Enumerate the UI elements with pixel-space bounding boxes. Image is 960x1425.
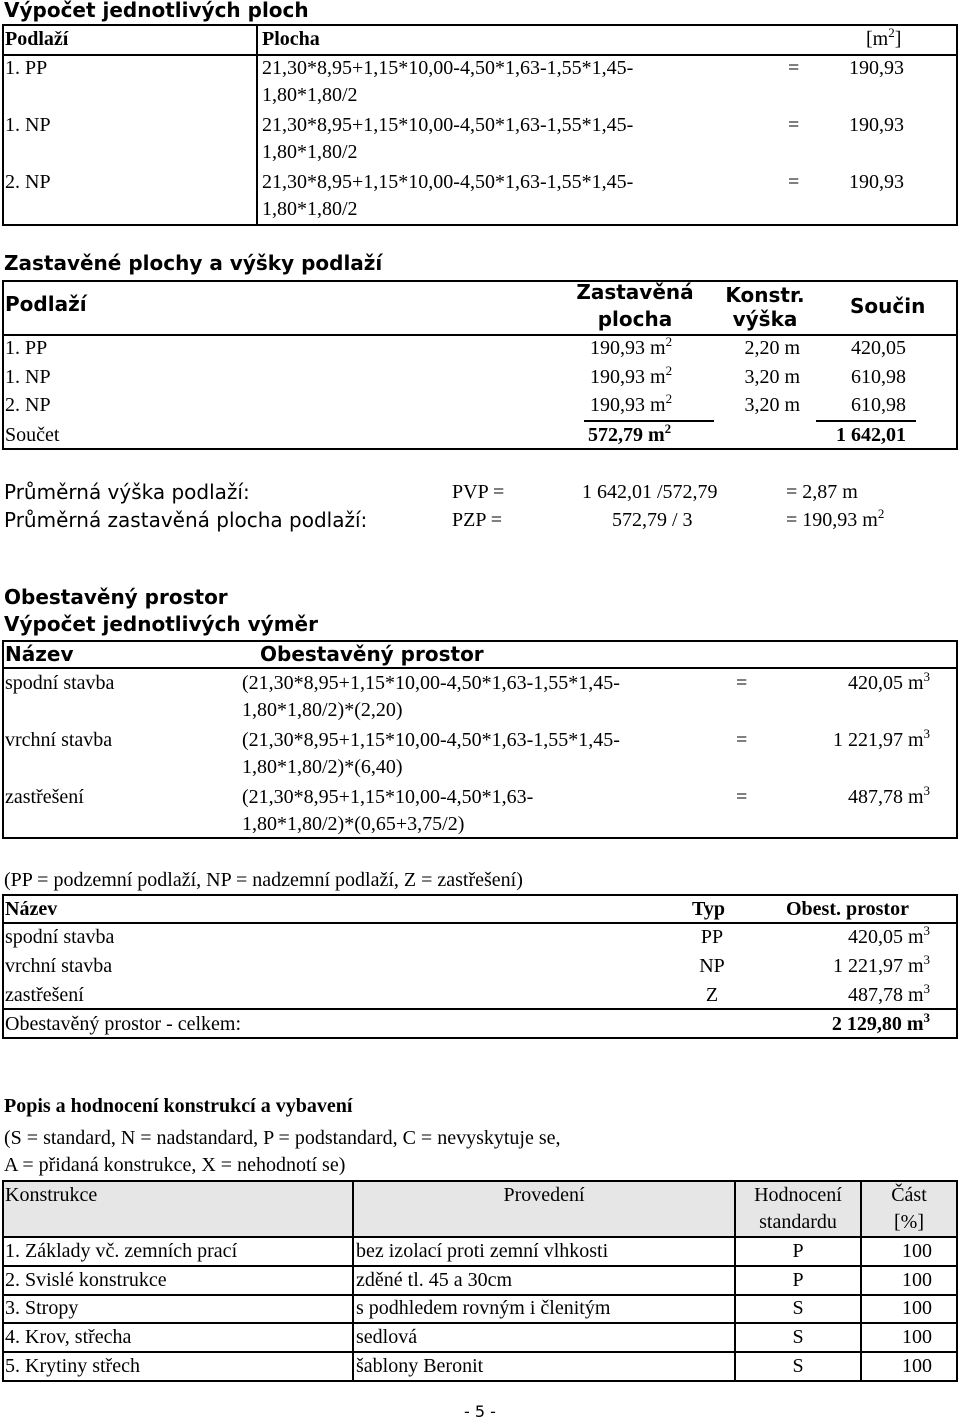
section-title-built-areas: Zastavěné plochy a výšky podlaží	[4, 251, 383, 275]
column-header-construction: Konstrukce	[5, 1184, 98, 1206]
column-header-rating: standardu	[759, 1211, 837, 1233]
divider	[2, 1351, 958, 1353]
column-header-volume: Obest. prostor	[786, 898, 909, 920]
divider	[2, 280, 958, 282]
column-header-area: Plocha	[262, 28, 320, 50]
row-formula: 1,80*1,80/2)*(6,40)	[242, 756, 403, 778]
row-floor: 1. NP	[5, 366, 51, 388]
divider	[2, 24, 958, 26]
row-value: 190,93	[849, 57, 904, 79]
row-value: 487,78 $m^3$	[847, 783, 930, 808]
row-design: bez izolací proti zemní vlhkosti	[356, 1240, 609, 1262]
divider	[2, 1265, 958, 1267]
row-floor: 1. NP	[5, 114, 51, 136]
row-rating: P	[792, 1269, 804, 1291]
column-header-rating: Hodnocení	[754, 1184, 842, 1206]
row-formula: 21,30*8,95+1,15*10,00-4,50*1,63-1,55*1,45-	[262, 114, 634, 136]
row-formula: (21,30*8,95+1,15*10,00-4,50*1,63-1,55*1,45-	[242, 672, 620, 694]
column-header-part: [%]	[894, 1211, 924, 1233]
row-name: zastřešení	[5, 984, 84, 1006]
row-formula: 1,80*1,80/2	[262, 198, 358, 220]
equals-sign: =	[736, 786, 748, 808]
column-header-part: Část	[891, 1184, 927, 1206]
divider	[2, 448, 958, 450]
table-border	[2, 280, 4, 448]
equals-sign: =	[788, 114, 800, 136]
row-value: 420,05 $m^3$	[847, 923, 930, 948]
row-part: 100	[902, 1326, 932, 1348]
row-height: 3,20 m	[744, 394, 800, 416]
row-value: 190,93	[849, 114, 904, 136]
row-part: 100	[902, 1297, 932, 1319]
legend-note: (PP = podzemní podlaží, NP = nadzemní podlaží, Z = zastřešení)	[4, 869, 523, 891]
row-construction: 4. Krov, střecha	[5, 1326, 132, 1348]
column-header-built-area: plocha	[597, 307, 673, 331]
divider	[2, 1008, 958, 1010]
row-floor: 2. NP	[5, 171, 51, 193]
divider	[2, 894, 958, 896]
row-part: 100	[902, 1269, 932, 1291]
equals-sign: =	[788, 171, 800, 193]
avg-height-expr: 1 642,01 /572,79	[582, 481, 718, 503]
sum-label: Součet	[5, 424, 60, 446]
row-construction: 3. Stropy	[5, 1297, 79, 1319]
column-header-design: Provedení	[503, 1184, 585, 1206]
column-header-floor: Podlaží	[5, 28, 69, 50]
column-header-floor: Podlaží	[5, 292, 87, 316]
row-formula: 21,30*8,95+1,15*10,00-4,50*1,63-1,55*1,45-	[262, 171, 634, 193]
divider	[2, 1380, 958, 1382]
table-border	[956, 640, 958, 837]
avg-area-expr: 572,79 / 3	[612, 509, 693, 531]
sum-product: 1 642,01	[836, 424, 906, 446]
row-formula: 1,80*1,80/2	[262, 84, 358, 106]
column-header-name: Název	[5, 898, 58, 920]
row-value: 1 221,97 $m^3$	[832, 726, 930, 751]
row-construction: 1. Základy vč. zemních prací	[5, 1240, 238, 1262]
equals-sign: =	[788, 57, 800, 79]
row-rating: S	[792, 1355, 804, 1377]
section-title-volume: Obestavěný prostor	[4, 585, 228, 609]
row-formula: 1,80*1,80/2)*(2,20)	[242, 699, 403, 721]
table-border	[2, 24, 4, 224]
row-design: s podhledem rovným i členitým	[356, 1297, 611, 1319]
row-formula: 1,80*1,80/2	[262, 141, 358, 163]
table-border	[2, 640, 4, 837]
row-name: spodní stavba	[5, 926, 115, 948]
total-label: Obestavěný prostor - celkem:	[5, 1013, 242, 1035]
sum-underline	[584, 420, 714, 422]
row-area: 190,93 $m^2$	[590, 363, 673, 388]
row-part: 100	[902, 1355, 932, 1377]
column-header-height: Konstr.	[725, 283, 805, 307]
row-area: 190,93 $m^2$	[590, 334, 673, 359]
row-design: šablony Beronit	[356, 1355, 484, 1377]
column-header-built-area: Zastavěná	[576, 280, 694, 304]
divider	[2, 837, 958, 839]
row-floor: 2. NP	[5, 394, 51, 416]
row-product: 420,05	[851, 337, 906, 359]
row-value: 487,78 $m^3$	[847, 981, 930, 1006]
table-border	[2, 894, 4, 1037]
divider	[2, 922, 958, 924]
section-title-constructions: Popis a hodnocení konstrukcí a vybavení	[4, 1095, 353, 1117]
legend-line: A = přidaná konstrukce, X = nehodnotí se)	[4, 1154, 346, 1176]
table-border	[256, 24, 258, 224]
divider	[2, 1236, 958, 1238]
row-value: 1 221,97 $m^3$	[832, 952, 930, 977]
row-area: 190,93 $m^2$	[590, 391, 673, 416]
page-number: - 5 -	[464, 1402, 496, 1421]
divider	[2, 667, 958, 669]
column-header-height: výška	[732, 307, 798, 331]
row-part: 100	[902, 1240, 932, 1262]
table-border	[956, 894, 958, 1037]
equals-sign: =	[736, 672, 748, 694]
row-formula: 1,80*1,80/2)*(0,65+3,75/2)	[242, 813, 465, 835]
section-title-areas: Výpočet jednotlivých ploch	[4, 0, 309, 22]
row-type: NP	[699, 955, 725, 977]
column-header-product: Součin	[850, 294, 926, 318]
row-value: 190,93	[849, 171, 904, 193]
row-type: Z	[705, 984, 719, 1006]
row-construction: 5. Krytiny střech	[5, 1355, 140, 1377]
row-height: 3,20 m	[744, 366, 800, 388]
column-header-name: Název	[5, 642, 74, 666]
row-type: PP	[700, 926, 724, 948]
row-rating: S	[792, 1326, 804, 1348]
total-value: 2 129,80 $m^3$	[831, 1010, 930, 1035]
avg-area-label: Průměrná zastavěná plocha podlaží:	[4, 508, 368, 532]
divider	[2, 1180, 958, 1182]
row-construction: 2. Svislé konstrukce	[5, 1269, 167, 1291]
avg-height-label: Průměrná výška podlaží:	[4, 480, 250, 504]
section-subtitle-volume: Výpočet jednotlivých výměr	[4, 612, 318, 636]
row-height: 2,20 m	[744, 337, 800, 359]
avg-height-symbol: PVP =	[452, 481, 505, 503]
row-name: vrchní stavba	[5, 729, 113, 751]
row-rating: P	[792, 1240, 804, 1262]
avg-area-symbol: PZP =	[452, 509, 502, 531]
unit-label: $[m^2]$	[866, 25, 902, 50]
table-border	[956, 280, 958, 448]
row-rating: S	[792, 1297, 804, 1319]
row-floor: 1. PP	[5, 337, 48, 359]
divider	[2, 224, 958, 226]
row-design: sedlová	[356, 1326, 418, 1348]
table-border	[2, 1180, 4, 1380]
row-name: zastřešení	[5, 786, 84, 808]
row-product: 610,98	[851, 394, 906, 416]
row-value: 420,05 $m^3$	[847, 669, 930, 694]
divider	[2, 1322, 958, 1324]
table-border	[352, 1180, 354, 1380]
column-header-type: Typ	[692, 898, 725, 920]
equals-sign: =	[736, 729, 748, 751]
row-formula: (21,30*8,95+1,15*10,00-4,50*1,63-1,55*1,45-	[242, 729, 620, 751]
avg-area-result: = 190,93 $m^2$	[786, 506, 885, 531]
legend-line: (S = standard, N = nadstandard, P = podstandard, C = nevyskytuje se,	[4, 1127, 561, 1149]
row-name: vrchní stavba	[5, 955, 113, 977]
row-formula: 21,30*8,95+1,15*10,00-4,50*1,63-1,55*1,45-	[262, 57, 634, 79]
row-formula: (21,30*8,95+1,15*10,00-4,50*1,63-	[242, 786, 534, 808]
row-design: zděné tl. 45 a 30cm	[356, 1269, 513, 1291]
avg-height-result: = 2,87 m	[786, 481, 858, 503]
row-product: 610,98	[851, 366, 906, 388]
row-floor: 1. PP	[5, 57, 48, 79]
divider	[2, 1037, 958, 1039]
sum-underline	[816, 420, 916, 422]
column-header-volume: Obestavěný prostor	[260, 642, 484, 666]
table-border	[956, 24, 958, 224]
sum-area: 572,79 $m^2$	[588, 421, 672, 446]
row-name: spodní stavba	[5, 672, 115, 694]
